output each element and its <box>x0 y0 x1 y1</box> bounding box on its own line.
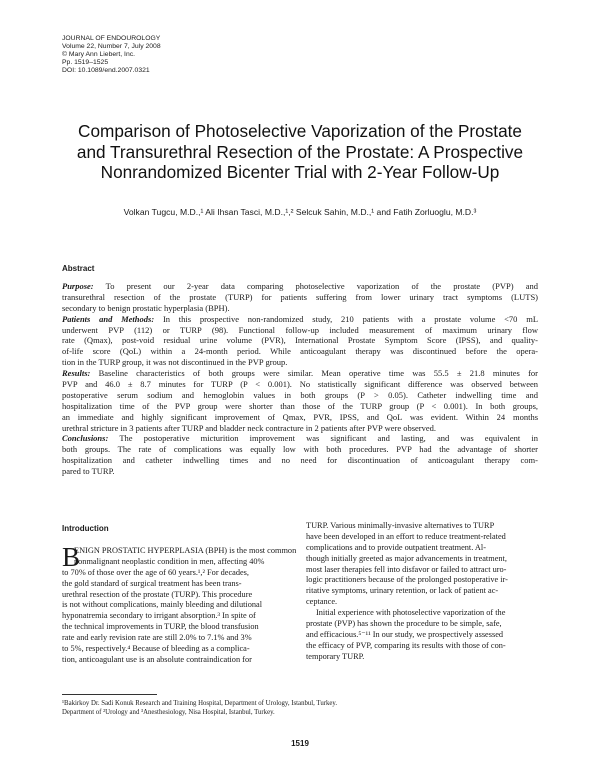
footnotes <box>62 699 337 717</box>
body-line: tion, anticoagulant use is an absolute contraindication for <box>62 654 252 664</box>
body-line: hyponatremia secondary to irrigant absorption.³ In spite of <box>62 611 256 621</box>
abstract-line: hospitalization and catheter indwelling times and no need for discontinuation of anticoagulant therapy com- <box>62 455 538 466</box>
author-list: Volkan Tugcu, M.D.,¹ Ali Ihsan Tasci, M.D.,¹,² Selcuk Sahin, M.D.,¹ and Fatih Zorluoglu, M.D.³ <box>123 207 477 217</box>
body-line: prostate (PVP) has shown the procedure to be simple, safe, <box>306 619 502 629</box>
drop-cap: B <box>62 542 81 572</box>
conclusions-label: Conclusions: <box>62 433 109 444</box>
abstract-line: secondary to benign prostatic hyperplasia (BPH). <box>62 302 230 313</box>
body-line: logic practitioners because of the prolonged postoperative ir- <box>306 575 508 585</box>
body-line: most laser therapies fell into disfavor or failed to attract uro- <box>306 564 507 574</box>
article-title <box>40 121 560 183</box>
results-label: Results: <box>62 368 91 379</box>
body-line: is not without complications, mainly bleeding and dilutional <box>62 600 263 610</box>
body-line: complications and to provide outpatient treatment. Al- <box>306 542 486 552</box>
right-column <box>306 521 538 663</box>
journal-info <box>62 35 161 75</box>
abstract-line: Conclusions: The postoperative micturition improvement was significant and lasting, and was equivalent in <box>62 433 538 444</box>
body-line: the efficacy of PVP, comparing its results with those of con- <box>306 640 506 650</box>
title-line: Comparison of Photoselective Vaporization of the Prostate <box>78 121 522 141</box>
abstract-line: hospitalization time of the PVP group were shorter than those of the TURP group (P < 0.001). In both groups, <box>62 400 538 411</box>
body-line: and efficacious.⁵⁻¹¹ In our study, we prospectively assessed <box>306 629 504 639</box>
body-line: to 70% of those over the age of 60 years.¹,² For decades, <box>62 567 249 577</box>
abstract-line: pared to TURP. <box>62 466 115 477</box>
body-line: the technical improvements in TURP, the blood transfusion <box>62 622 259 632</box>
abstract-line: tion in the TURP group, it was not discontinued in the PVP group. <box>62 357 288 368</box>
title-line: and Transurethral Resection of the Prostate: A Prospective <box>76 141 524 162</box>
footnote-divider <box>62 694 157 695</box>
purpose-label: Purpose: <box>62 281 94 291</box>
abstract-line: urethral stricture in 3 patients after TURP and bladder neck contracture in 2 patients after PVP were observed. <box>62 422 437 433</box>
abstract-line: of-life score (QoL) within a 24-month period. While anticoagulant therapy was discontinued before the opera- <box>62 346 538 357</box>
left-column <box>62 542 297 666</box>
abstract-line: rate (Qmax), post-void residual urine volume (PVR), International Prostate Symptom Score (IPSS), and quality- <box>62 335 538 346</box>
body-line: ritative symptoms, urinary retention, or lack of patient ac- <box>306 586 499 596</box>
abstract-line: postoperative serum sodium and hemoglobin values in both groups (P > 0.05). Catheter indwelling time and <box>62 389 538 400</box>
body-line: to 5%, respectively.⁴ Because of bleeding as a complica- <box>62 644 250 654</box>
abstract-line: Results: Baseline characteristics of both groups were similar. Mean operative time was 55.5 ± 21.8 minutes for <box>62 368 539 379</box>
methods-label: Patients and Methods: <box>62 313 155 324</box>
body-line: urethral resection of the prostate (TURP). This procedure <box>62 589 253 599</box>
body-line: rate and early revision rate are still 2.0% to 7.1% and 3% <box>62 633 252 643</box>
journal-volume: Volume 22, Number 7, July 2008 <box>62 43 161 51</box>
abstract-line: an immediate and highly significant improvement of Qmax, PVR, IPSS, and QoL was evident. Within 24 months <box>62 411 538 422</box>
body-line: temporary TURP. <box>306 651 365 661</box>
abstract-line: Patients and Methods: In this prospective non-randomized study, 210 patients with a prostate volume <70 mL <box>62 313 539 324</box>
abstract-line: transurethral resection of the prostate (TURP) for patients suffering from lower urinary tract symptoms (LUTS) <box>62 291 538 302</box>
body-line: though initially greeted as major advancements in treatment, <box>306 553 507 563</box>
body-line: ceptance. <box>306 597 338 607</box>
abstract-heading: Abstract <box>62 264 95 273</box>
body-line: Initial experience with photoselective vaporization of the <box>316 608 506 618</box>
abstract-body <box>62 281 538 477</box>
body-line: have been developed in an effort to reduce treatment-related <box>306 531 506 541</box>
body-line: ENIGN PROSTATIC HYPERPLASIA (BPH) is the most common <box>74 546 297 555</box>
abstract-line: Purpose: To present our 2-year data comparing photoselective vaporization of the prostate (PVP) and <box>62 281 538 291</box>
body-line: the gold standard of surgical treatment has been trans- <box>62 578 242 588</box>
footnote: Department of ²Urology and ³Anesthesiology, Nisa Hospital, Istanbul, Turkey. <box>62 709 275 716</box>
journal-pages: Pp. 1519–1525 <box>62 59 109 67</box>
body-line: TURP. Various minimally-invasive alternatives to TURP <box>306 521 495 530</box>
journal-name: JOURNAL OF ENDOUROLOGY <box>62 35 161 42</box>
introduction-heading: Introduction <box>62 524 109 533</box>
body-line: nonmalignant neoplastic condition in men, affecting 40% <box>74 556 265 566</box>
journal-copyright: © Mary Ann Liebert, Inc. <box>62 51 136 59</box>
abstract-line: PVP and 46.0 ± 8.7 minutes for TURP (P < 0.001). No statistically significant difference was observed between <box>62 379 538 390</box>
journal-doi: DOI: 10.1089/end.2007.0321 <box>62 67 150 75</box>
title-line: Nonrandomized Bicenter Trial with 2-Year Follow-Up <box>100 162 500 182</box>
abstract-line: underwent PVP (112) or TURP (98). Functional follow-up included measurement of maximum urinary flow <box>62 324 538 335</box>
abstract-line: both groups. The rate of complications was equally low with both procedures. PVP had the advantage of shorter <box>62 444 538 455</box>
page-number: 1519 <box>291 739 309 748</box>
footnote: ¹Bakirkoy Dr. Sadi Konuk Research and Training Hospital, Department of Urology, Istanbul, Turkey. <box>62 700 338 707</box>
